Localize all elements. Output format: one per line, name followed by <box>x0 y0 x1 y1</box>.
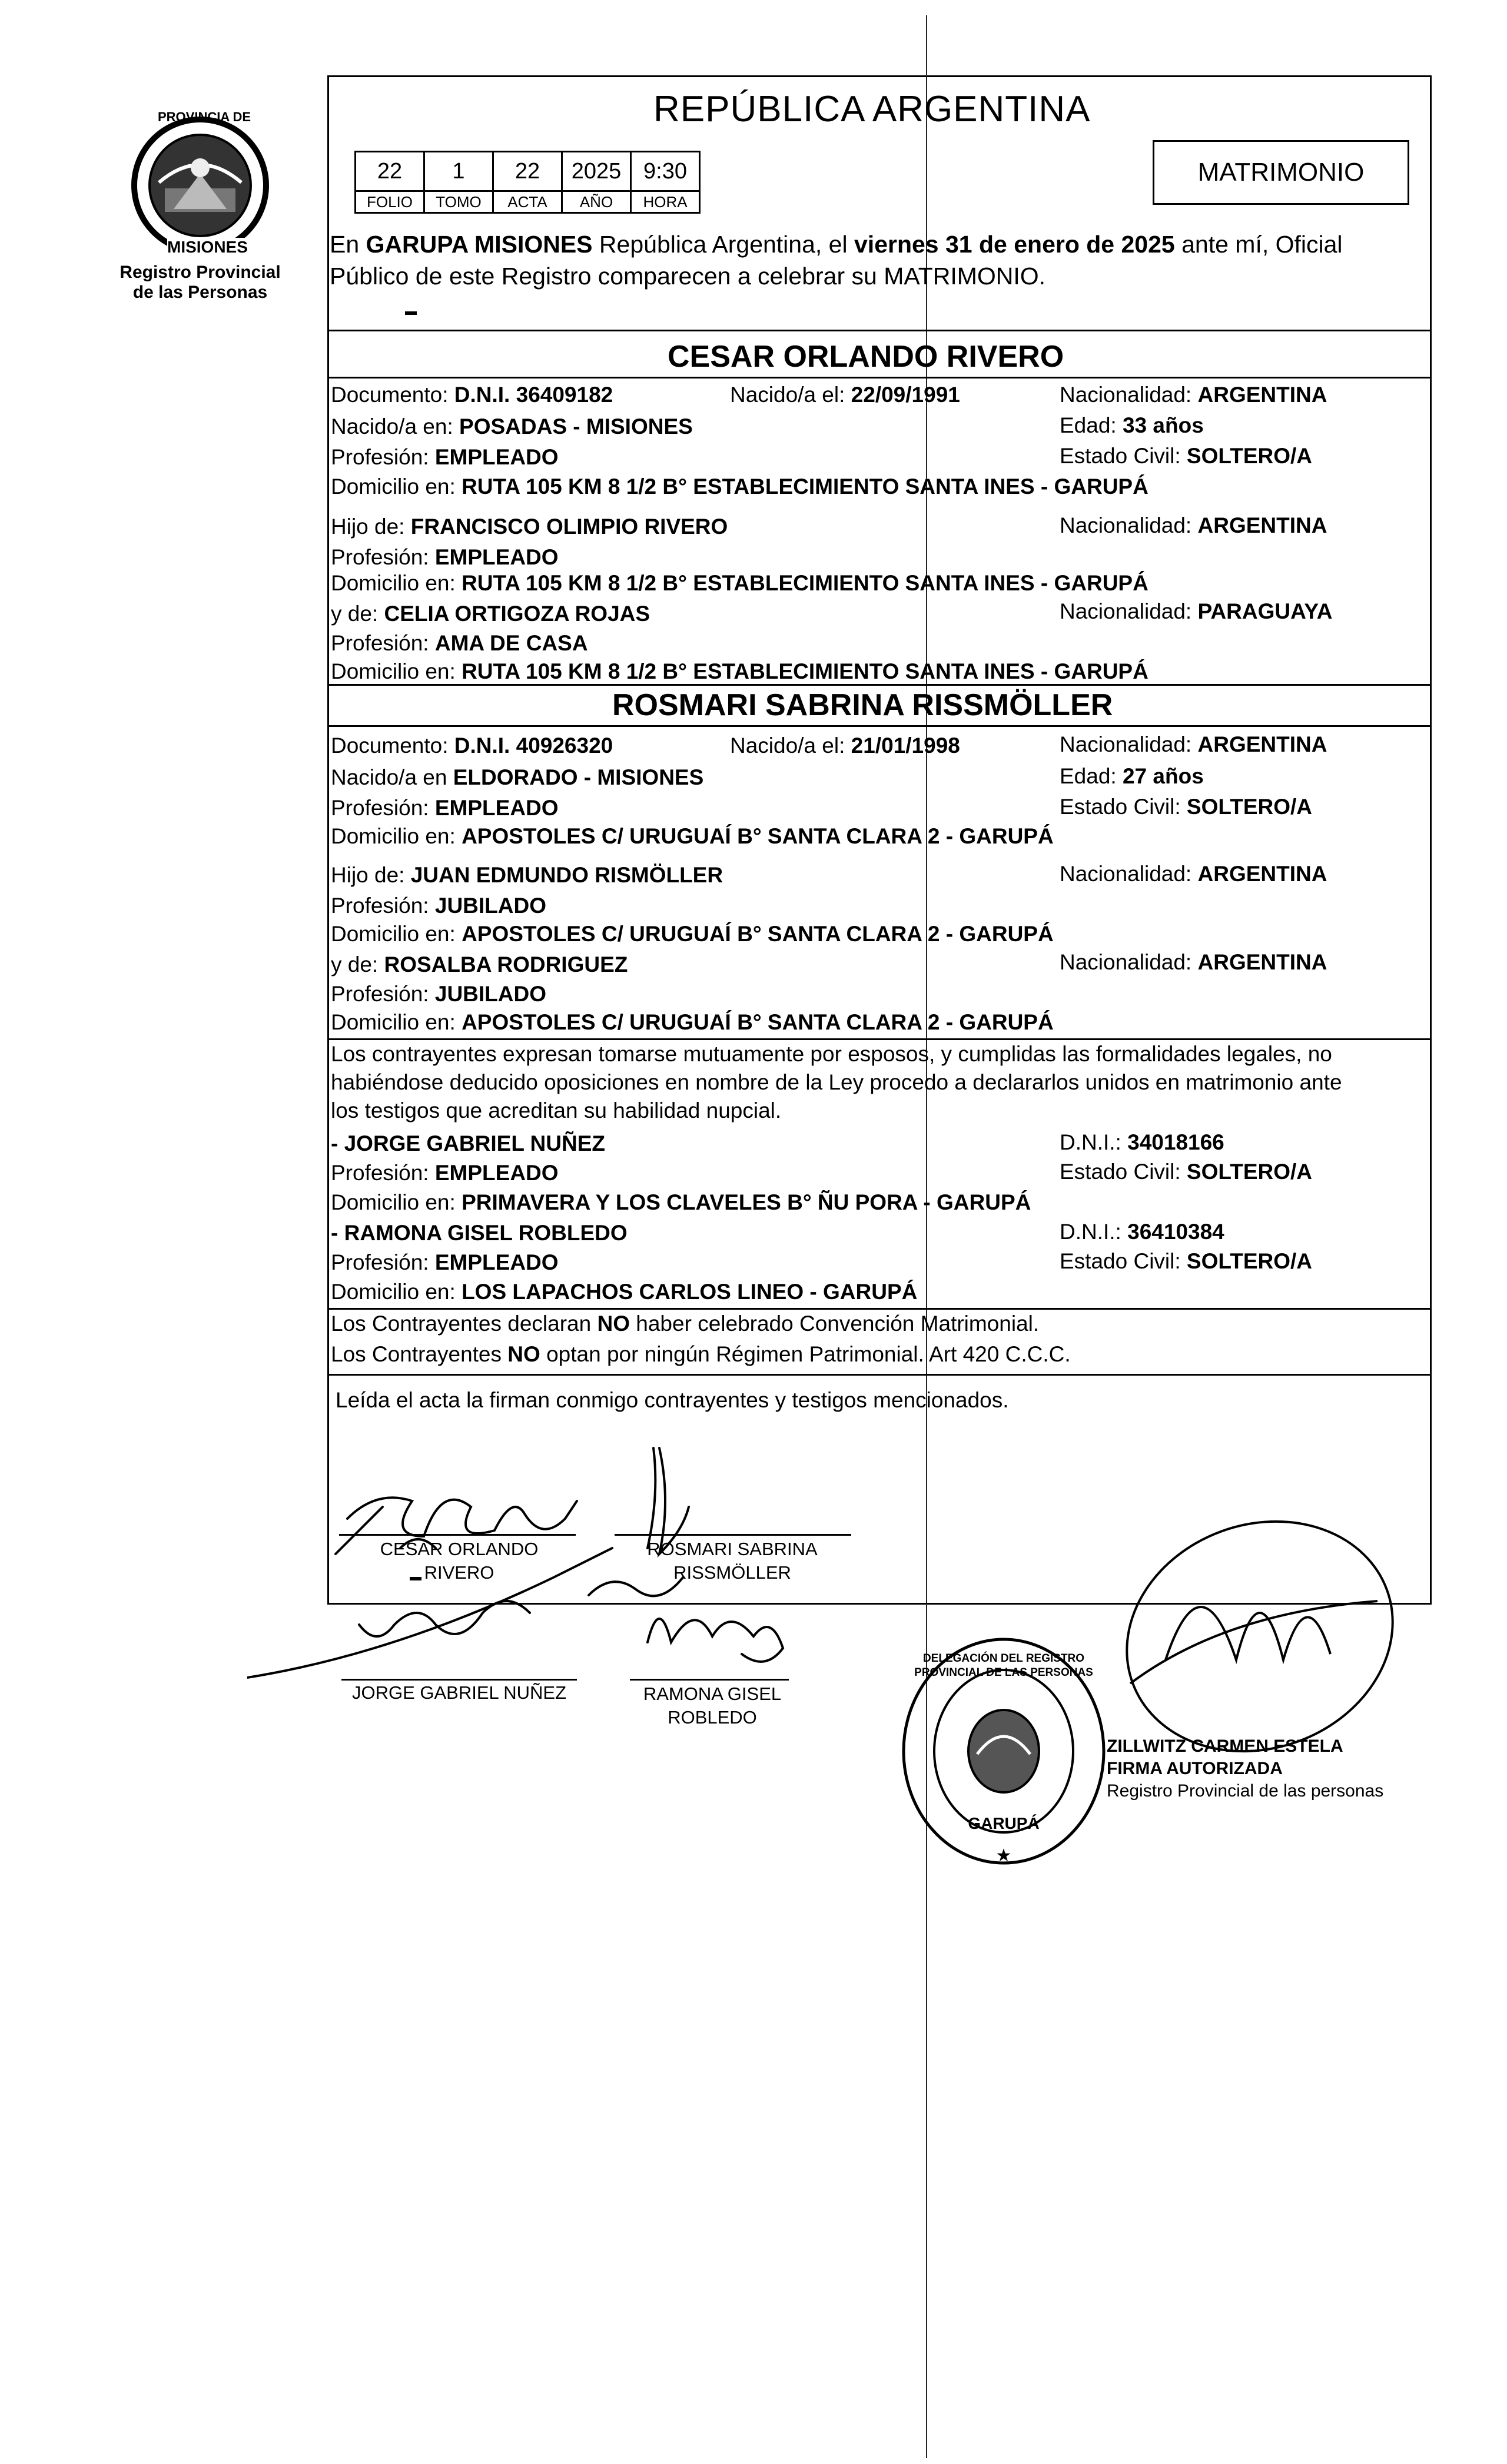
label: Domicilio en: <box>331 571 456 595</box>
value: SOLTERO/A <box>1186 795 1313 819</box>
hora-value: 9:30 <box>631 152 700 191</box>
hora-label: HORA <box>631 191 700 213</box>
label: Profesión: <box>331 796 429 820</box>
value: ARGENTINA <box>1197 383 1327 407</box>
logo-caption-line2: de las Personas <box>132 283 268 302</box>
label: Nacido/a en: <box>331 414 453 439</box>
value: ARGENTINA <box>1197 950 1327 974</box>
label: Nacionalidad: <box>1060 732 1192 756</box>
value: EMPLEADO <box>434 796 559 820</box>
bride-mother-profesion <box>331 982 546 1007</box>
bride-nacionalidad <box>1060 732 1327 757</box>
label: Domicilio en: <box>331 922 456 946</box>
divider <box>327 725 1432 727</box>
groom-documento <box>331 383 613 407</box>
official-office: Registro Provincial de las personas <box>1107 1781 1384 1801</box>
bride-father <box>331 863 723 888</box>
divider <box>327 684 1432 686</box>
witness-1-estado <box>1060 1160 1312 1184</box>
groom-domicilio <box>331 474 1148 499</box>
label: Domicilio en: <box>331 1190 456 1214</box>
intro-line-2: Público de este Registro comparecen a celebrar su MATRIMONIO. <box>330 263 1046 290</box>
label: D.N.I.: <box>1060 1220 1121 1244</box>
label: Domicilio en: <box>331 1280 456 1304</box>
value: RUTA 105 KM 8 1/2 B° ESTABLECIMIENTO SANTA INES - GARUPÁ <box>462 571 1148 595</box>
groom-mother-domicilio <box>331 659 1148 684</box>
groom-name-heading: CESAR ORLANDO RIVERO <box>668 340 1064 374</box>
divider <box>327 330 1432 331</box>
groom-father <box>331 514 728 539</box>
label: Estado Civil: <box>1060 444 1181 468</box>
witness-2-domicilio <box>331 1280 917 1304</box>
declaration-line-1: Los contrayentes expresan tomarse mutuamente por esposos, y cumplidas las formalidades legales, no <box>331 1042 1332 1066</box>
line1: CESAR ORLANDO <box>380 1539 539 1559</box>
witness-1-profesion <box>331 1161 559 1185</box>
notes-line-2 <box>331 1342 1071 1367</box>
value: APOSTOLES C/ URUGUAÍ B° SANTA CLARA 2 - GARUPÁ <box>462 1010 1054 1034</box>
value: ELDORADO - MISIONES <box>453 765 704 789</box>
value: LOS LAPACHOS CARLOS LINEO - GARUPÁ <box>462 1280 918 1304</box>
witness-2-profesion <box>331 1250 559 1275</box>
intro-place: GARUPA MISIONES <box>366 231 593 258</box>
label: Nacionalidad: <box>1060 950 1192 974</box>
witness-2-estado <box>1060 1249 1312 1274</box>
groom-father-profesion <box>331 545 559 570</box>
label: Domicilio en: <box>331 659 456 683</box>
bride-name-heading: ROSMARI SABRINA RISSMÖLLER <box>612 688 1113 722</box>
line2: ROBLEDO <box>668 1707 757 1728</box>
stray-mark: ▬ <box>405 305 417 318</box>
groom-nacido-en <box>331 414 693 439</box>
divider <box>327 1038 1432 1040</box>
bride-domicilio <box>331 824 1054 849</box>
tomo-value: 1 <box>424 152 493 191</box>
value: APOSTOLES C/ URUGUAÍ B° SANTA CLARA 2 - GARUPÁ <box>462 922 1054 946</box>
witness1-signature-name: JORGE GABRIEL NUÑEZ <box>351 1682 567 1703</box>
groom-nacionalidad <box>1060 383 1327 407</box>
bride-mother-domicilio <box>331 1010 1054 1035</box>
folio-label: FOLIO <box>356 191 424 213</box>
groom-edad <box>1060 413 1204 438</box>
witness-2-dni <box>1060 1220 1224 1244</box>
bride-estado-civil <box>1060 795 1312 819</box>
value: EMPLEADO <box>434 1250 559 1274</box>
value: SOLTERO/A <box>1186 1249 1313 1273</box>
divider <box>327 1308 1432 1310</box>
intro-text-c: ante mí, Oficial <box>1174 231 1343 258</box>
text: Los Contrayentes declaran <box>331 1311 598 1336</box>
groom-signature-name <box>353 1537 565 1585</box>
label: y de: <box>331 602 379 626</box>
value: JUBILADO <box>434 982 546 1006</box>
label: Hijo de: <box>331 863 405 887</box>
bride-father-profesion <box>331 894 546 918</box>
divider <box>327 1374 1432 1376</box>
intro-text-b: República Argentina, el <box>592 231 854 258</box>
value: APOSTOLES C/ URUGUAÍ B° SANTA CLARA 2 - GARUPÁ <box>462 824 1054 848</box>
label: Edad: <box>1060 413 1117 437</box>
groom-profesion <box>331 445 559 470</box>
groom-mother-profesion <box>331 631 588 656</box>
provincial-logo <box>118 109 283 259</box>
bride-nacido-en <box>331 765 703 790</box>
bride-father-domicilio <box>331 922 1054 947</box>
label: Hijo de: <box>331 514 405 539</box>
seal-text-top: PROVINCIA DE <box>158 109 251 124</box>
acta-value: 22 <box>493 152 562 191</box>
line2: RISSMÖLLER <box>673 1562 791 1583</box>
misiones-seal-icon <box>118 112 283 259</box>
label: Profesión: <box>331 545 429 569</box>
value: ARGENTINA <box>1197 862 1327 886</box>
groom-father-domicilio <box>331 571 1148 596</box>
value: D.N.I. 36409182 <box>454 383 613 407</box>
label: Profesión: <box>331 982 429 1006</box>
logo-caption-line1: Registro Provincial <box>120 263 281 282</box>
reference-table <box>354 151 701 214</box>
bride-father-nacionalidad <box>1060 862 1327 886</box>
label: Estado Civil: <box>1060 795 1181 819</box>
declaration-line-3: los testigos que acreditan su habilidad nupcial. <box>331 1098 782 1123</box>
label: Nacionalidad: <box>1060 862 1192 886</box>
bride-documento <box>331 733 613 758</box>
witness-1-dni <box>1060 1130 1224 1155</box>
value: D.N.I. 40926320 <box>454 733 613 758</box>
tomo-label: TOMO <box>424 191 493 213</box>
label: Nacionalidad: <box>1060 513 1192 537</box>
value: EMPLEADO <box>434 1161 559 1185</box>
label: Estado Civil: <box>1060 1249 1181 1273</box>
witness1-signature-line <box>341 1679 577 1681</box>
logo-caption <box>100 263 300 303</box>
value: POSADAS - MISIONES <box>459 414 693 439</box>
text: optan por ningún Régimen Patrimonial. Art 420 C.C.C. <box>540 1342 1071 1366</box>
value: 22/09/1991 <box>851 383 960 407</box>
closing-statement: Leída el acta la firman conmigo contrayentes y testigos mencionados. <box>336 1388 1009 1412</box>
label: Nacido/a en <box>331 765 447 789</box>
stray-mark: ▬ <box>410 1570 421 1583</box>
official-role: FIRMA AUTORIZADA <box>1107 1759 1283 1778</box>
label: Domicilio en: <box>331 1010 456 1034</box>
stamp-ring-text: DELEGACIÓN DEL REGISTRO PROVINCIAL DE LAS PERSONAS <box>914 1652 1093 1679</box>
label: Profesión: <box>331 631 429 655</box>
value: 27 años <box>1122 764 1204 788</box>
label: Documento: <box>331 733 449 758</box>
value: AMA DE CASA <box>434 631 588 655</box>
label: D.N.I.: <box>1060 1130 1121 1154</box>
value: CELIA ORTIGOZA ROJAS <box>384 602 650 626</box>
value: EMPLEADO <box>434 545 559 569</box>
label: Profesión: <box>331 894 429 918</box>
groom-estado-civil <box>1060 444 1312 469</box>
value: JUAN EDMUNDO RISMÖLLER <box>410 863 723 887</box>
value: PARAGUAYA <box>1197 599 1333 623</box>
emphasis: NO <box>507 1342 540 1366</box>
groom-father-nacionalidad <box>1060 513 1327 538</box>
intro-line-1 <box>330 231 1343 258</box>
text: Los Contrayentes <box>331 1342 508 1366</box>
label: Profesión: <box>331 1161 429 1185</box>
label: Profesión: <box>331 1250 429 1274</box>
value: 33 años <box>1122 413 1204 437</box>
label: Nacionalidad: <box>1060 383 1192 407</box>
label: Documento: <box>331 383 449 407</box>
ano-label: AÑO <box>562 191 631 213</box>
label: Profesión: <box>331 445 429 469</box>
delegation-stamp <box>895 1631 1113 1872</box>
intro-text-a: En <box>330 231 366 258</box>
line1: RAMONA GISEL <box>643 1683 782 1704</box>
groom-signature <box>347 1497 577 1536</box>
groom-nacido-el <box>730 383 960 407</box>
value: 36410384 <box>1127 1220 1224 1244</box>
act-type-box: MATRIMONIO <box>1153 140 1409 205</box>
page-title: REPÚBLICA ARGENTINA <box>653 89 1091 129</box>
witness2-signature-name <box>624 1682 801 1729</box>
bride-nacido-el <box>730 733 960 758</box>
value: EMPLEADO <box>434 445 559 469</box>
acta-label: ACTA <box>493 191 562 213</box>
official-stamp-text <box>1107 1735 1383 1802</box>
label: Edad: <box>1060 764 1117 788</box>
stamp-bottom-text: GARUPÁ <box>968 1814 1040 1832</box>
bride-mother-nacionalidad <box>1060 950 1327 975</box>
groom-signature-line <box>339 1534 576 1536</box>
value: PRIMAVERA Y LOS CLAVELES B° ÑU PORA - GARUPÁ <box>462 1190 1031 1214</box>
official-name: ZILLWITZ CARMEN ESTELA <box>1107 1736 1343 1756</box>
ano-value: 2025 <box>562 152 631 191</box>
fold-line <box>926 15 927 2458</box>
line2: RIVERO <box>424 1562 494 1583</box>
witness-2-name: - RAMONA GISEL ROBLEDO <box>331 1221 628 1245</box>
value: ARGENTINA <box>1197 732 1327 756</box>
label: Domicilio en: <box>331 474 456 499</box>
value: SOLTERO/A <box>1186 1160 1313 1184</box>
emphasis: NO <box>597 1311 630 1336</box>
seal-text-bottom: MISIONES <box>167 238 248 256</box>
label: y de: <box>331 952 379 977</box>
folio-value: 22 <box>356 152 424 191</box>
value: JUBILADO <box>434 894 546 918</box>
witness2-signature <box>648 1619 783 1662</box>
value: FRANCISCO OLIMPIO RIVERO <box>410 514 728 539</box>
divider <box>327 377 1432 378</box>
label: Nacido/a el: <box>730 383 845 407</box>
label: Domicilio en: <box>331 824 456 848</box>
declaration-line-2: habiéndose deducido oposiciones en nombre de la Ley procedo a declararlos unidos en matrimonio ante <box>331 1070 1342 1094</box>
label: Estado Civil: <box>1060 1160 1181 1184</box>
bride-edad <box>1060 764 1204 789</box>
groom-mother-nacionalidad <box>1060 599 1332 624</box>
value: SOLTERO/A <box>1186 444 1313 468</box>
value: RUTA 105 KM 8 1/2 B° ESTABLECIMIENTO SANTA INES - GARUPÁ <box>462 474 1148 499</box>
value: ROSALBA RODRIGUEZ <box>384 952 628 977</box>
notes-line-1 <box>331 1311 1039 1336</box>
value: RUTA 105 KM 8 1/2 B° ESTABLECIMIENTO SANTA INES - GARUPÁ <box>462 659 1148 683</box>
bride-signature-name <box>626 1537 838 1585</box>
text: haber celebrado Convención Matrimonial. <box>630 1311 1040 1336</box>
label: Nacido/a el: <box>730 733 845 758</box>
value: 21/01/1998 <box>851 733 960 758</box>
witness2-signature-line <box>630 1679 789 1681</box>
bride-signature-line <box>615 1534 851 1536</box>
value: ARGENTINA <box>1197 513 1327 537</box>
groom-mother <box>331 602 650 626</box>
value: 34018166 <box>1127 1130 1224 1154</box>
svg-text:★: ★ <box>995 1845 1012 1866</box>
witness-1-name: - JORGE GABRIEL NUÑEZ <box>331 1131 605 1155</box>
line1: ROSMARI SABRINA <box>647 1539 818 1559</box>
bride-profesion <box>331 796 559 821</box>
witness-1-domicilio <box>331 1190 1031 1215</box>
intro-date: viernes 31 de enero de 2025 <box>854 231 1175 258</box>
label: Nacionalidad: <box>1060 599 1192 623</box>
bride-mother <box>331 952 628 977</box>
